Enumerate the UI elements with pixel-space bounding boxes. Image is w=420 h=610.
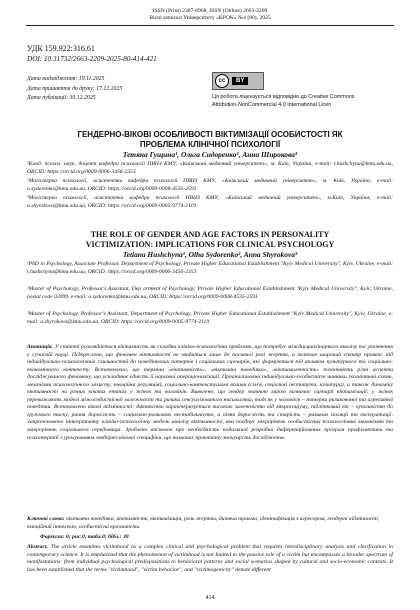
issn-line: ISSN (Print) 2307-6968, ISSN (Online) 2663-2209 [152,8,268,14]
affiliation-en-3: ³Master of Psychology, Professor's Assistant, Department of Psychology, Private Higher Educational Establishment "Kyiv Medical University", Kyiv, Ukraine, e-mail: a.shyrokova@kmu.edu.ua, ORCID: https://orcid.org/0009-0005-9774-2119 [27,311,393,326]
title-en-line-2: VICTIMIZATION: IMPLICATIONS FOR CLINICAL PSYCHOLOGY [85,239,335,249]
header-divider [26,25,394,26]
page-number: 414 [205,595,215,601]
title-ua-line-1: ГЕНДЕРНО-ВІКОВІ ОСОБЛИВОСТІ ВІКТИМІЗАЦІЇ ОСОБИСТОСТІ ЯК [77,130,343,139]
doi-link[interactable]: DOI: 10.31732/2663-2209-2025-80-414-421 [27,55,157,63]
keywords-ua-label: Ключові слова: [27,516,65,522]
formula-stats: Формули: 0; рис.0, табл.0; бібл.: 30 [40,534,129,540]
date-published: Дата публікації: 30.12.2025 [27,95,96,102]
date-received: Дата надходження: 19.11.2025 [27,76,105,82]
title-ukrainian [40,130,380,149]
title-en-line-1: THE ROLE OF GENDER AND AGE FACTORS IN PERSONALITY [90,230,330,239]
abstract-english [27,544,393,574]
running-header [0,8,420,22]
abstract-ua-text: У статті розглядається віктимність як складна клініко-психологічна проблема, що потребує міждисциплінарного аналізу та уточнення у сучасній науці. Підкреслено, що феномен віктимності не зводиться лише до пасивної ролі жертви, а включає широкий спектр проявів: від індивідуально-психологічних схильностей до поведінкових патернів і соціальних сценаріїв, які формуються під впливом культурного та соціально-економічного контексту. Встановлено, що терміни «віктимність», «віктимна поведінка», «віктимогенність» позначають різні аспекти досліджуваного феномену, що ускладнює єдність її наукової операціоналізації. Проаналізовано індивідуально-особистісні чинники (когнітивні схеми, механізми психологічного захисту, емоційна регуляція), соціально-контекстуальні впливи (сім'я, соціальні інститути, культура), а також динаміку віктимності на різних вікових етапах у жінок та чоловіків. Виявлено, що гендер значною мірою визначає сценарії віктимізації: у жінок переважають моделі міжособистісної залежності та ризики сексуалізованого насильства, тоді як у чоловіків – патерни ризикованої та агресивної поведінки. Встановлено вікові відмінності: дитинство характеризується високою залежністю від мікросоціуму, підлітковий вік – чутливістю до групового тиску, рання дорослість – соціально-рольовою нестабільністю, а пізня дорослість та старість – ризиком ізоляції та експлуатації. Запропоновано інтегративну клініко-психологічну модель аналізу віктимності, яка поєднує мікрорівень особистісних психологічних механізмів та макрорівень соціального середовища. Зроблено висновок про необхідність подальшої розробки диференційованих програм профілактики та психотерапії з урахуванням гендерно-вікової специфіки, що визначає практичну значущість дослідження. [27,344,394,441]
keywords-ua-text: віктимна поведінка, віктимність, віктимізація, роль жертви, дитяча травма, ідентифікація з агресором, гендерні відмінності, емоційний інтелект, особистісна вразливість. [27,516,380,530]
udk-code: УДК 159.922:316.61 [27,44,95,53]
license-text [212,93,402,109]
abstract-ua-label: Анотація. [27,344,54,350]
creative-commons-icon: cc [215,74,229,88]
affiliation-en-2: ²Master of Psychology, Professor's Assistant, Dep artment of Psychology, Private Higher Educational Establishment "Kyiv Medical University", Kyiv, Ukraine, postal code 02099, e-mail: o.sydorenko@kmu.edu.ua, ORCID: https://orcid.org/0009-0008-4535-2591 [27,286,393,301]
abstract-en-label: Abstract. [27,544,49,550]
abstract-ukrainian [27,344,393,442]
title-ua-line-2: ПРОБЛЕМА КЛІНІЧНОЇ ПСИХОЛОГІЇ [139,139,281,149]
affiliation-ua-3: ³Магістерка психології, асистентка кафедри психології ПВНЗ КМУ, «Київський медичний університет», м.Київ, Україна, e-mail: a.shyrokova@kmu.edu.ua, ORCID: https://orcid.org/0009-0005-9774-2119 [27,195,393,210]
date-accepted: Дата прийняття до друку: 17.12.2025 [27,85,123,92]
license-line-1: Ця робота ліцензується відповідно до Creative Commons [212,94,355,100]
affiliation-en-1: ¹PhD in Psychology, Associate Professor, Department of Psychology, Private Higher Educational Establishment "Kyiv Medical University", Kyiv, Ukraine, e-mail: t.hushchyna@kmu.edu.ua, ORCID: https://orcid.org/0009-0006-3456-2353 [27,261,393,276]
keywords-ukrainian [27,516,393,531]
license-line-2: Attribution-NonCommercial 4.0 International Licen [212,102,332,108]
authors-english: Tetiana Hushchyna¹, Olha Sydorenko², Anna Shyrokova³ [122,250,298,259]
by-attribution-label: BY [232,77,248,85]
cc-by-license-badge[interactable] [212,72,264,90]
title-english [40,230,380,249]
publication-dates [27,75,122,104]
affiliation-ua-2: ²Магістерка психології, асистентка кафедри психології ПВНЗ КМУ, «Київський медичний університет», м. Київ, Україна, e-mail: o.sydorenko@kmu.edu.ua, ORCID: https://orcid.org/0009-0008-4535-2591 [27,178,393,193]
authors-ukrainian: Тетяна Гущина¹, Ольга Сидоренко², Анна Широкова³ [122,150,298,159]
abstract-en-text: The article examines victimhood as a complex clinical and psychological problem that requires interdisciplinary analysis and clarification in contemporary science. It is emphasized that the phenomenon of victimhood is not limited to the passive role of a victim but encompasses a broader spectrum of manifestations: from individual psychological predispositions to behavioral patterns and social scenarios shaped by cultural and socio-economic contexts. It has been established that the terms "victimhood", "victim behavior", and "victimogenicity" denote different [27,544,394,573]
journal-line: Вісні записки Університету «КРОК» №4 (80), 2025 [149,15,271,21]
affiliation-ua-1: ¹Канд. психол. наук, доцент кафедри психології ПВНЗ КМУ, «Київський медичний університет», м. Київ, Україна, e-mail: t.hushchyna@kmu.edu.ua, ORCID: https://orcid.org/0009-0006-3456-2353 [27,161,393,176]
